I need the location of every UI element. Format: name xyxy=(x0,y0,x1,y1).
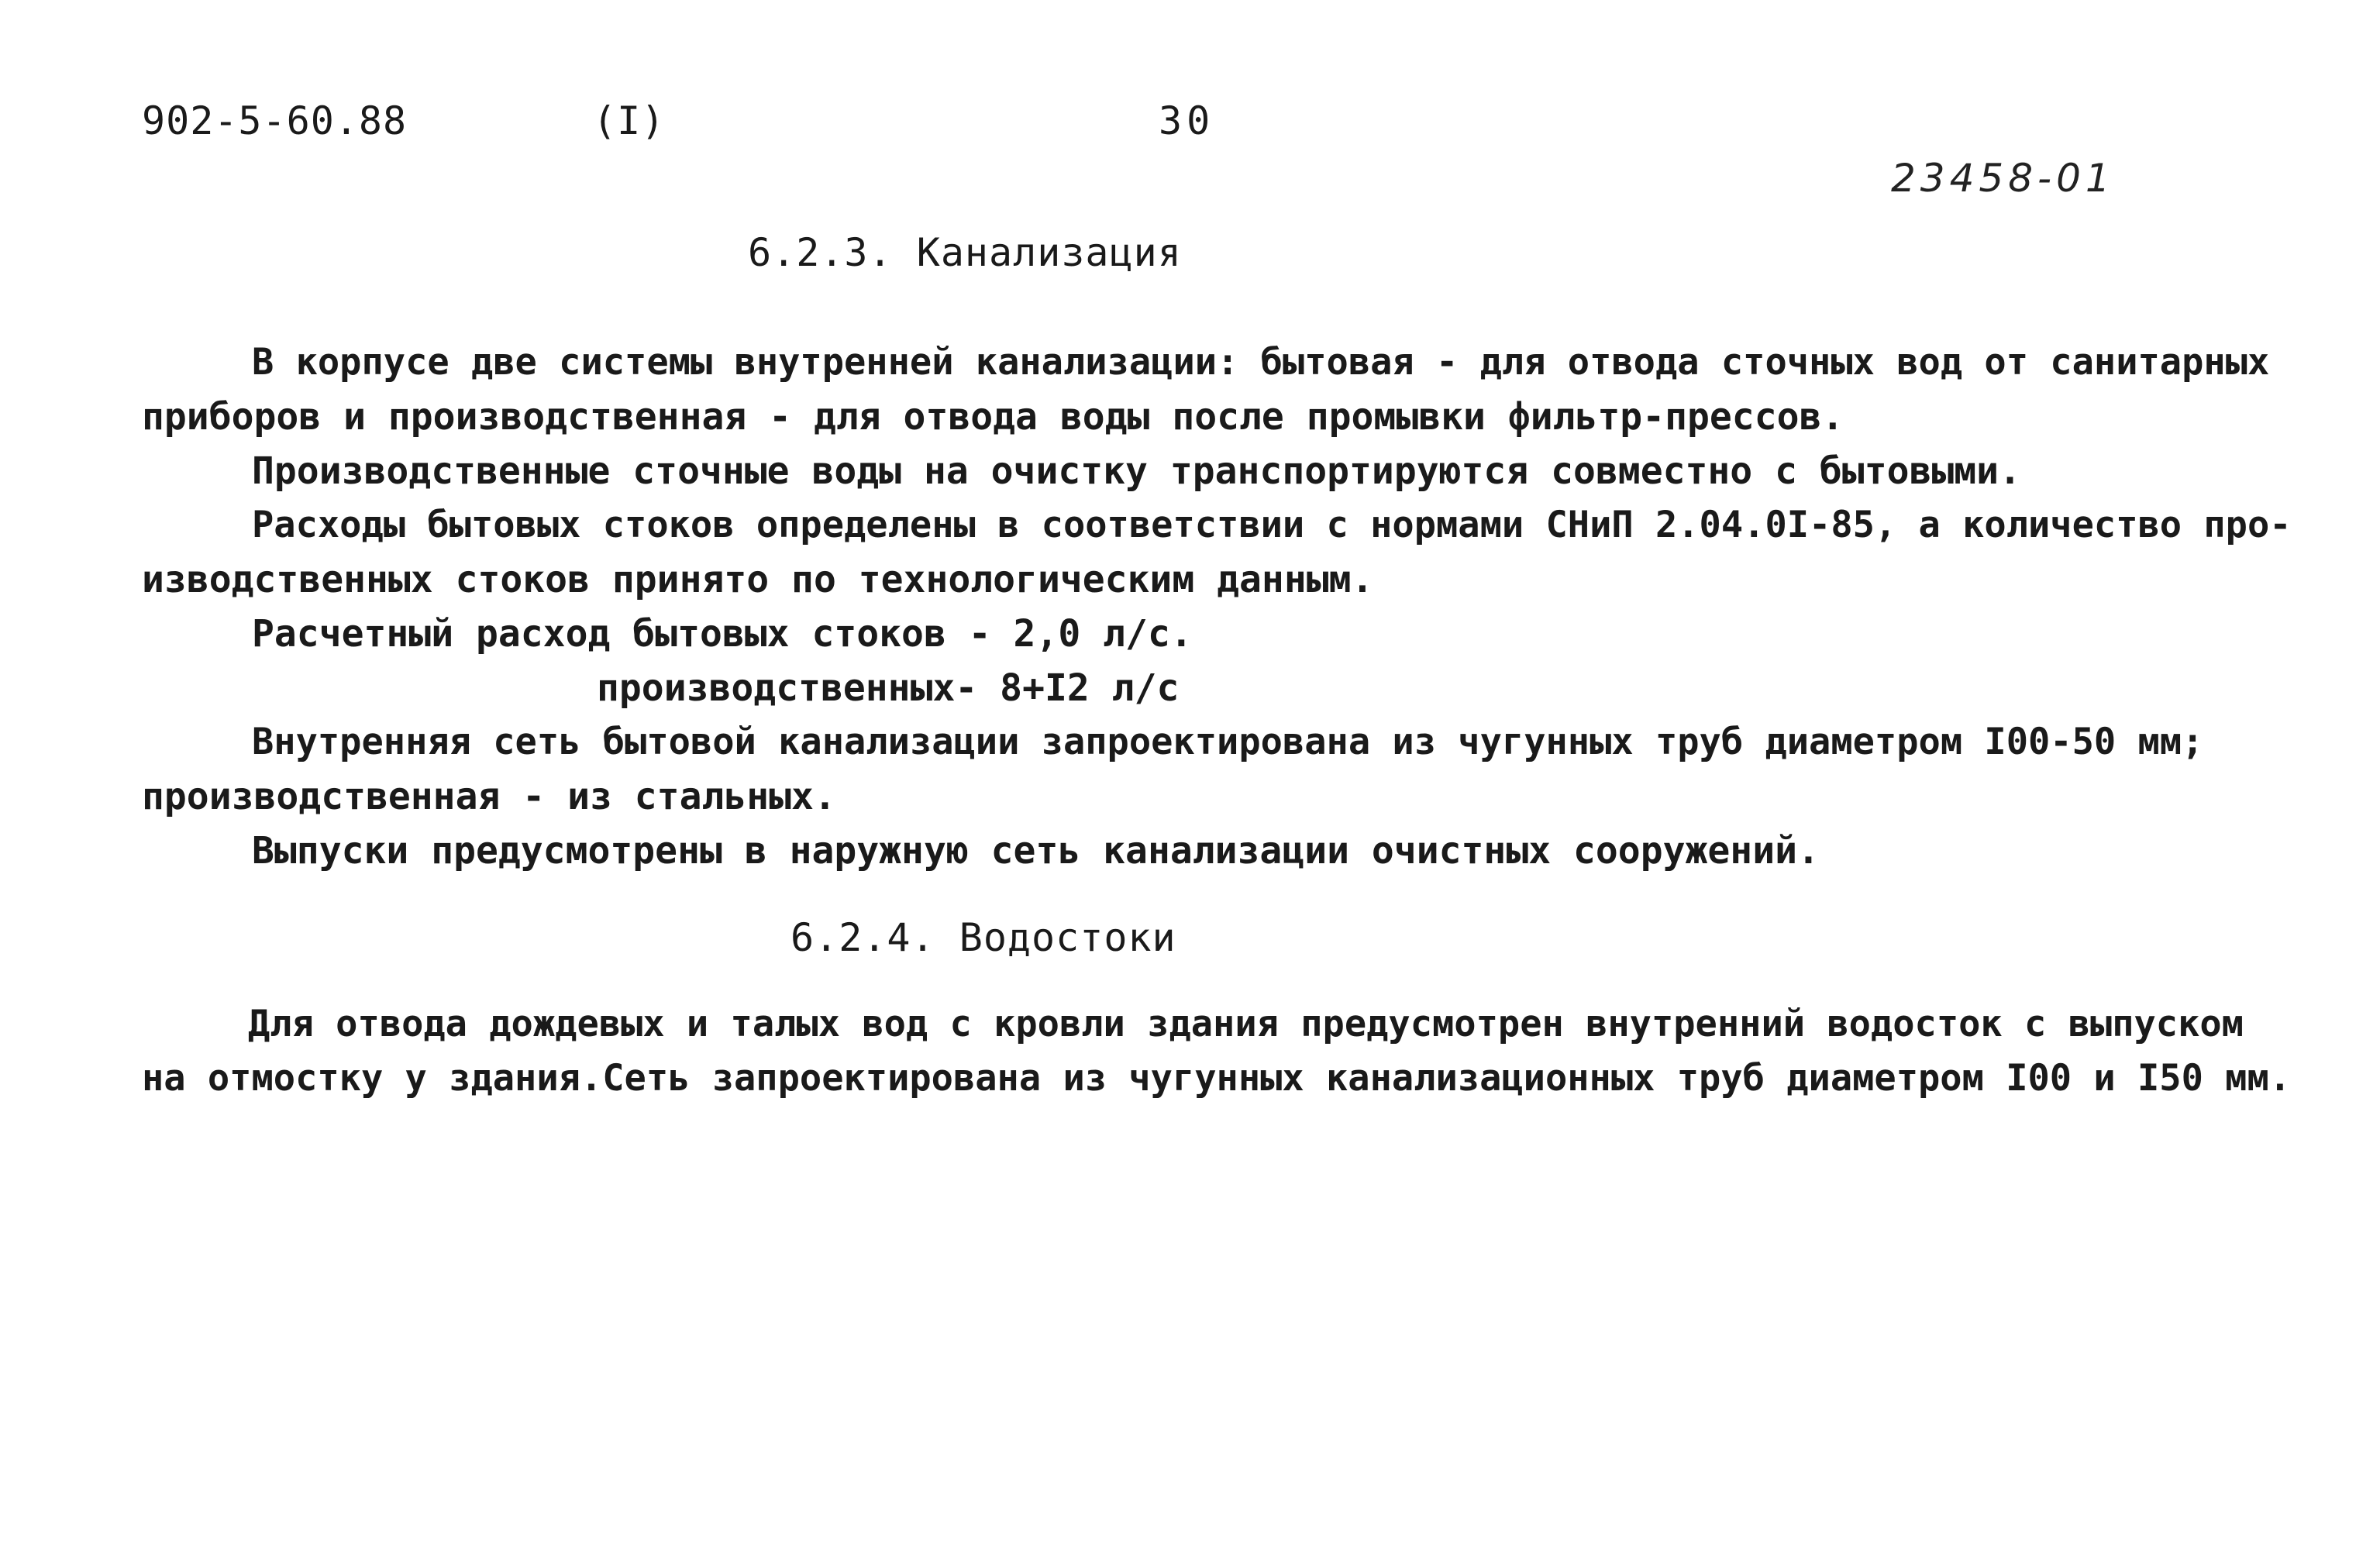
document-code: 902-5-60.88 xyxy=(142,98,408,143)
page-number: 30 xyxy=(1159,98,1215,143)
paragraph-line: производственных- 8+I2 л/с xyxy=(597,666,1180,710)
handwritten-stamp-number: 23458-01 xyxy=(1891,156,2115,201)
paragraph-line: Для отвода дождевых и талых вод с кровли здания предусмотрен внутренний водосток с выпуском xyxy=(248,1003,2244,1045)
paragraph-line: приборов и производственная - для отвода воды после промывки фильтр-прессов. xyxy=(142,395,1844,439)
paragraph-line: на отмостку у здания.Сеть запроектирована из чугунных канализационных труб диаметром I00 и I50 мм. xyxy=(142,1057,2292,1100)
paragraph-line: Расчетный расход бытовых стоков - 2,0 л/с. xyxy=(252,612,1193,656)
paragraph-line: В корпусе две системы внутренней канализации: бытовая - для отвода сточных вод от санитарных xyxy=(252,341,2270,384)
paragraph-line: производственная - из стальных. xyxy=(142,775,836,818)
section-title-drains: 6.2.4. Водостоки xyxy=(790,915,1176,960)
volume-number: (I) xyxy=(593,98,666,143)
paragraph-line: изводственных стоков принято по технологическим данным. xyxy=(142,558,1374,601)
paragraph-line: Производственные сточные воды на очистку транспортируются совместно с бытовыми. xyxy=(252,449,2021,493)
paragraph-line: Внутренняя сеть бытовой канализации запроектирована из чугунных труб диаметром I00-50 мм; xyxy=(252,721,2204,763)
paragraph-line: Выпуски предусмотрены в наружную сеть канализации очистных сооружений. xyxy=(252,829,1820,873)
section-title-sewerage: 6.2.3. Канализация xyxy=(748,230,1182,275)
paragraph-line: Расходы бытовых стоков определены в соответствии с нормами СНиП 2.04.0I-85, а количество про- xyxy=(252,504,2292,546)
